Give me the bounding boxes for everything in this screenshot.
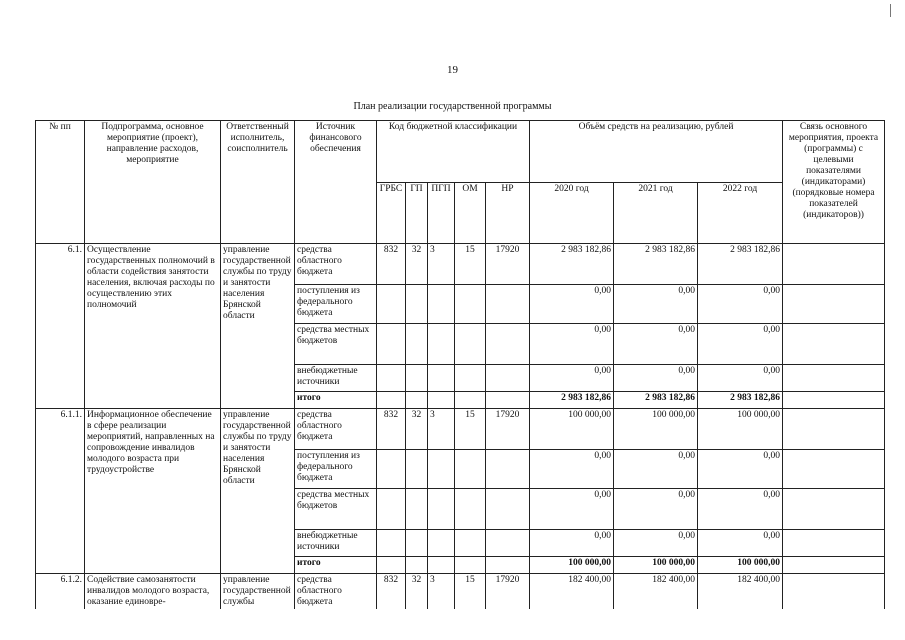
code-grbs: 832 bbox=[377, 244, 406, 285]
code-grbs bbox=[377, 324, 406, 365]
code-np: 17920 bbox=[486, 574, 530, 610]
code-gp bbox=[406, 530, 428, 557]
responsible-executor: управление государственной службы по труду и занятости населения Брянской области bbox=[221, 409, 295, 574]
code-om: 15 bbox=[455, 574, 486, 610]
header-np: НР bbox=[486, 182, 530, 244]
code-np bbox=[486, 365, 530, 392]
code-om bbox=[455, 489, 486, 530]
header-executor: Ответственный исполнитель, соисполнитель bbox=[221, 121, 295, 244]
code-gp bbox=[406, 450, 428, 489]
indicator-link bbox=[783, 450, 885, 489]
header-source: Источник финансового обеспечения bbox=[295, 121, 377, 244]
indicator-link bbox=[783, 365, 885, 392]
header-link: Связь основного мероприятия, проекта (программы) с целевыми показателями (индикаторами) (порядковые номера показателей (индикаторов)) bbox=[783, 121, 885, 244]
amount-2022: 100 000,00 bbox=[698, 409, 783, 450]
amount-2021: 100 000,00 bbox=[614, 557, 698, 574]
code-grbs bbox=[377, 557, 406, 574]
header-grbs: ГРБС bbox=[377, 182, 406, 244]
code-np bbox=[486, 530, 530, 557]
table-row bbox=[36, 409, 885, 450]
amount-2020: 0,00 bbox=[530, 489, 614, 530]
code-pgp bbox=[428, 530, 455, 557]
amount-2020: 2 983 182,86 bbox=[530, 244, 614, 285]
code-np bbox=[486, 450, 530, 489]
code-om bbox=[455, 285, 486, 324]
activity-name: Информационное обеспечение в сфере реализации мероприятий, направленных на сопровождение инвалидов молодого возраста при трудоустройстве bbox=[85, 409, 221, 574]
funding-source: внебюджетные источники bbox=[295, 365, 377, 392]
code-gp: 32 bbox=[406, 409, 428, 450]
amount-2020: 0,00 bbox=[530, 365, 614, 392]
amount-2022: 182 400,00 bbox=[698, 574, 783, 610]
amount-2021: 0,00 bbox=[614, 450, 698, 489]
code-grbs bbox=[377, 392, 406, 409]
row-number: 6.1.1. bbox=[36, 409, 85, 574]
row-number: 6.1.2. bbox=[36, 574, 85, 610]
code-pgp bbox=[428, 365, 455, 392]
code-grbs: 832 bbox=[377, 574, 406, 610]
indicator-link bbox=[783, 530, 885, 557]
funding-source: средства местных бюджетов bbox=[295, 489, 377, 530]
code-gp bbox=[406, 392, 428, 409]
code-om bbox=[455, 365, 486, 392]
code-om bbox=[455, 392, 486, 409]
table-row bbox=[36, 574, 885, 610]
amount-2022: 100 000,00 bbox=[698, 557, 783, 574]
indicator-link bbox=[783, 409, 885, 450]
code-gp bbox=[406, 557, 428, 574]
page-edge-mark bbox=[890, 4, 891, 17]
amount-2021: 0,00 bbox=[614, 530, 698, 557]
code-np bbox=[486, 285, 530, 324]
responsible-executor: управление государственной службы по труду и занятости населения Брянской области bbox=[221, 244, 295, 409]
amount-2020: 182 400,00 bbox=[530, 574, 614, 610]
amount-2020: 100 000,00 bbox=[530, 557, 614, 574]
code-grbs bbox=[377, 489, 406, 530]
amount-2020: 0,00 bbox=[530, 324, 614, 365]
code-np bbox=[486, 324, 530, 365]
header-pgp: ПГП bbox=[428, 182, 455, 244]
code-np: 17920 bbox=[486, 244, 530, 285]
funding-source: средства областного бюджета bbox=[295, 244, 377, 285]
amount-2021: 0,00 bbox=[614, 285, 698, 324]
table-row bbox=[36, 244, 885, 285]
code-np: 17920 bbox=[486, 409, 530, 450]
header-budget-code: Код бюджетной классификации bbox=[377, 121, 530, 183]
indicator-link bbox=[783, 489, 885, 530]
code-np bbox=[486, 392, 530, 409]
code-pgp: 3 bbox=[428, 244, 455, 285]
indicator-link bbox=[783, 392, 885, 409]
amount-2020: 0,00 bbox=[530, 450, 614, 489]
plan-table bbox=[35, 120, 885, 609]
activity-name: Осуществление государственных полномочий в области содействия занятости населения, включая расходы по осуществлению этих полномочий bbox=[85, 244, 221, 409]
amount-2021: 2 983 182,86 bbox=[614, 392, 698, 409]
header-subprogram: Подпрограмма, основное мероприятие (проект), направление расходов, мероприятие bbox=[85, 121, 221, 244]
code-gp bbox=[406, 365, 428, 392]
code-pgp: 3 bbox=[428, 409, 455, 450]
code-np bbox=[486, 557, 530, 574]
indicator-link bbox=[783, 285, 885, 324]
code-grbs bbox=[377, 530, 406, 557]
code-om bbox=[455, 557, 486, 574]
code-grbs bbox=[377, 450, 406, 489]
code-pgp bbox=[428, 557, 455, 574]
code-grbs: 832 bbox=[377, 409, 406, 450]
header-2021: 2021 год bbox=[614, 182, 698, 244]
header-gp: ГП bbox=[406, 182, 428, 244]
code-pgp bbox=[428, 324, 455, 365]
amount-2022: 0,00 bbox=[698, 324, 783, 365]
funding-source: поступления из федерального бюджета bbox=[295, 285, 377, 324]
code-om: 15 bbox=[455, 244, 486, 285]
code-pgp: 3 bbox=[428, 574, 455, 610]
amount-2022: 0,00 bbox=[698, 365, 783, 392]
funding-source: средства местных бюджетов bbox=[295, 324, 377, 365]
header-om: ОМ bbox=[455, 182, 486, 244]
code-pgp bbox=[428, 450, 455, 489]
indicator-link bbox=[783, 244, 885, 285]
amount-2020: 0,00 bbox=[530, 285, 614, 324]
amount-2021: 182 400,00 bbox=[614, 574, 698, 610]
amount-2020: 2 983 182,86 bbox=[530, 392, 614, 409]
amount-2021: 2 983 182,86 bbox=[614, 244, 698, 285]
document-title: План реализации государственной программы bbox=[353, 101, 552, 112]
code-pgp bbox=[428, 392, 455, 409]
header-2022: 2022 год bbox=[698, 182, 783, 244]
code-pgp bbox=[428, 285, 455, 324]
code-gp: 32 bbox=[406, 574, 428, 610]
indicator-link bbox=[783, 574, 885, 610]
code-om bbox=[455, 324, 486, 365]
page-number: 19 bbox=[447, 64, 458, 76]
code-gp: 32 bbox=[406, 244, 428, 285]
code-gp bbox=[406, 324, 428, 365]
amount-2022: 0,00 bbox=[698, 285, 783, 324]
row-number: 6.1. bbox=[36, 244, 85, 409]
amount-2022: 0,00 bbox=[698, 489, 783, 530]
code-pgp bbox=[428, 489, 455, 530]
code-gp bbox=[406, 489, 428, 530]
code-grbs bbox=[377, 365, 406, 392]
amount-2020: 100 000,00 bbox=[530, 409, 614, 450]
amount-2022: 2 983 182,86 bbox=[698, 392, 783, 409]
header-2020: 2020 год bbox=[530, 182, 614, 244]
funding-source: средства областного бюджета bbox=[295, 574, 377, 610]
amount-2021: 0,00 bbox=[614, 324, 698, 365]
activity-name: Содействие самозанятости инвалидов молодого возраста, оказание единовре- bbox=[85, 574, 221, 610]
amount-2022: 0,00 bbox=[698, 530, 783, 557]
amount-2022: 0,00 bbox=[698, 450, 783, 489]
code-om bbox=[455, 450, 486, 489]
code-om bbox=[455, 530, 486, 557]
amount-2021: 0,00 bbox=[614, 489, 698, 530]
funding-source: средства областного бюджета bbox=[295, 409, 377, 450]
amount-2020: 0,00 bbox=[530, 530, 614, 557]
header-num: № пп bbox=[36, 121, 85, 244]
funding-source: внебюджетные источники bbox=[295, 530, 377, 557]
amount-2021: 0,00 bbox=[614, 365, 698, 392]
amount-2021: 100 000,00 bbox=[614, 409, 698, 450]
code-gp bbox=[406, 285, 428, 324]
indicator-link bbox=[783, 324, 885, 365]
header-row bbox=[36, 121, 885, 183]
funding-source: итого bbox=[295, 557, 377, 574]
funding-source: итого bbox=[295, 392, 377, 409]
header-volume: Объём средств на реализацию, рублей bbox=[530, 121, 783, 183]
code-om: 15 bbox=[455, 409, 486, 450]
code-np bbox=[486, 489, 530, 530]
funding-source: поступления из федерального бюджета bbox=[295, 450, 377, 489]
amount-2022: 2 983 182,86 bbox=[698, 244, 783, 285]
code-grbs bbox=[377, 285, 406, 324]
responsible-executor: управление государственной службы bbox=[221, 574, 295, 610]
indicator-link bbox=[783, 557, 885, 574]
